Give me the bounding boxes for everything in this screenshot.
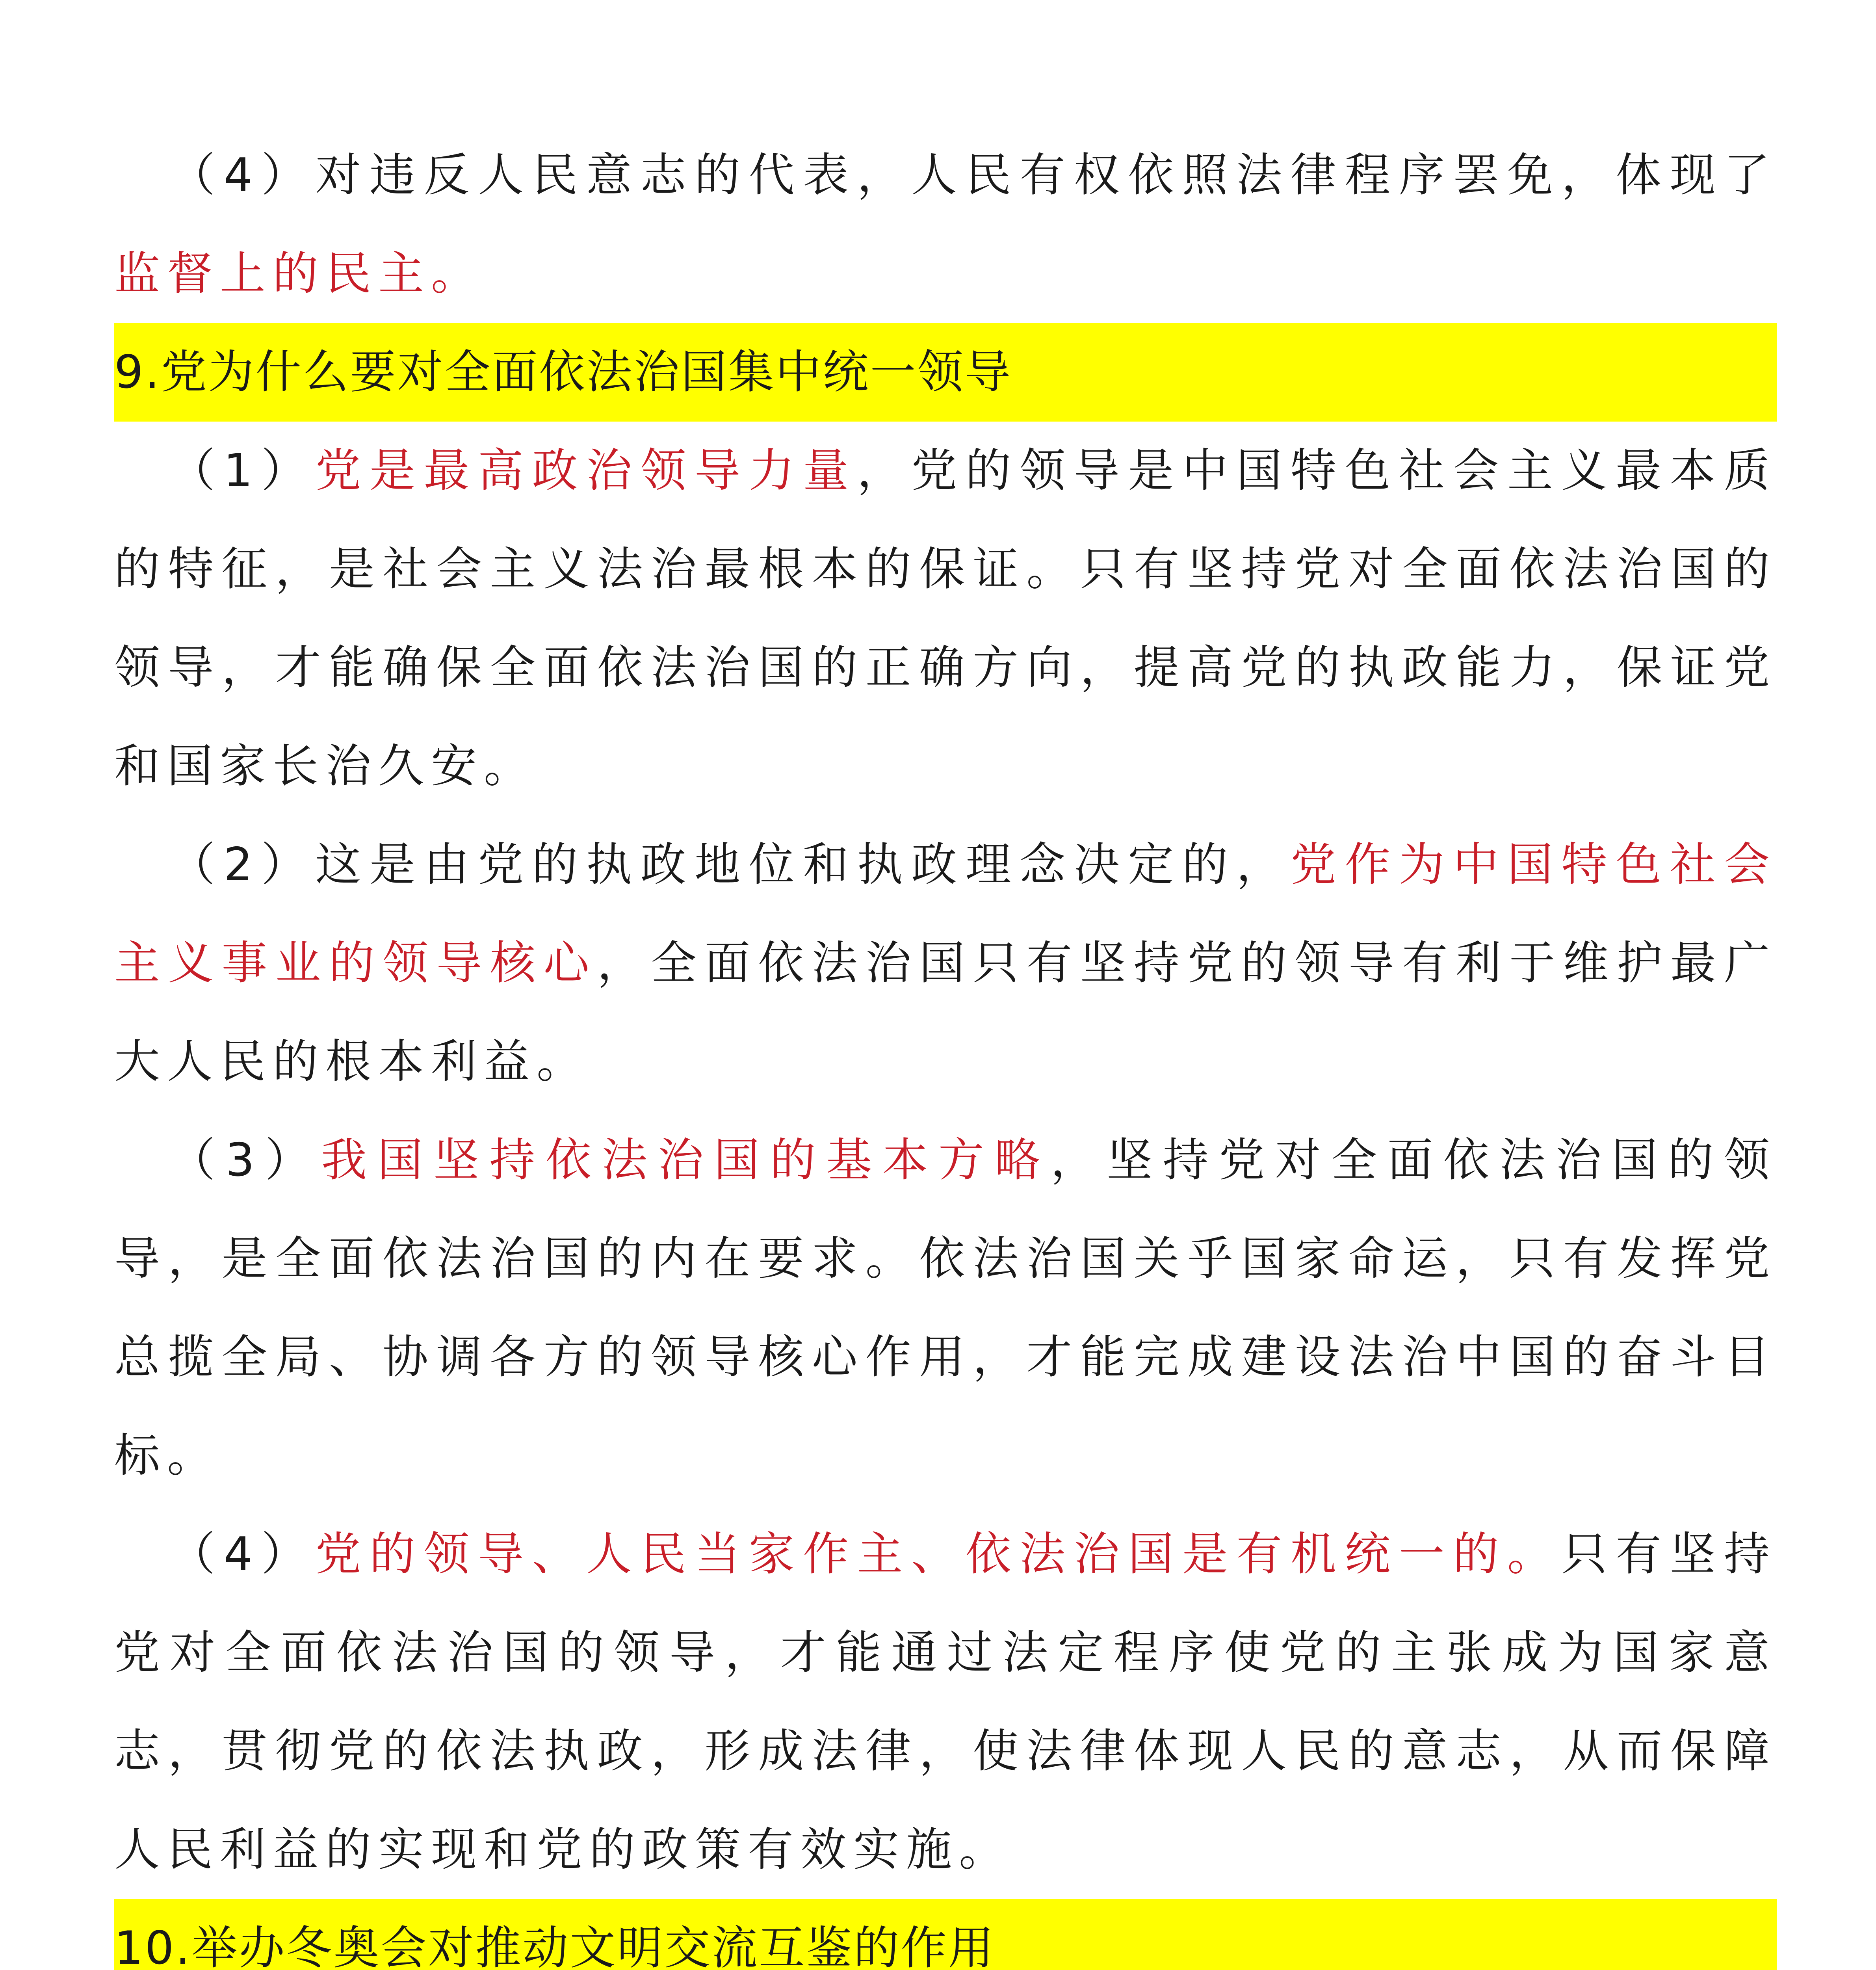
- item-pre-text: 这是由党的执政地位和执政理念决定的，: [315, 838, 1291, 891]
- item-number: （2）: [169, 838, 316, 891]
- item-text: ，党的领导是中国特色社会主义最本质的特征，是社会主义法治最根本的保证。只有坚持党对全面依法治国的领导，才能确保全面依法治国的正确方向，提高党的执政能力，保证党和国家长治久安。: [114, 444, 1777, 793]
- item-number: （1）: [169, 444, 316, 497]
- item-number: （4）: [169, 1528, 316, 1581]
- section-9-item-3: [114, 1111, 1777, 1505]
- prev-item-4-highlight: 监督上的民主。: [114, 247, 484, 300]
- prev-item-4: [114, 126, 1777, 323]
- section-10-heading: 10.举办冬奥会对推动文明交流互鉴的作用: [114, 1899, 1777, 1970]
- item-text: ，全面依法治国只有坚持党的领导有利于维护最广大人民的根本利益。: [114, 937, 1777, 1088]
- section-9-item-1: [114, 422, 1777, 816]
- item-highlight: 党作为中国特色社会主义事业的领导核心: [114, 838, 1777, 990]
- item-highlight: 我国坚持依法治国的基本方略: [321, 1134, 1051, 1187]
- item-text: 只有坚持党对全面依法治国的领导，才能通过法定程序使党的主张成为国家意志，贯彻党的依法执政，形成法律，使法律体现人民的意志，从而保障人民利益的实现和党的政策有效实施。: [114, 1528, 1777, 1876]
- section-9-heading: 9.党为什么要对全面依法治国集中统一领导: [114, 323, 1777, 422]
- section-9-item-4: [114, 1505, 1777, 1899]
- item-number: （3）: [169, 1134, 321, 1187]
- section-9-item-2: [114, 816, 1777, 1111]
- item-text: ，坚持党对全面依法治国的领导，是全面依法治国的内在要求。依法治国关乎国家命运，只有发挥党总揽全局、协调各方的领导核心作用，才能完成建设法治中国的奋斗目标。: [114, 1134, 1777, 1482]
- document-page: [114, 126, 1777, 1970]
- item-highlight: 党是最高政治领导力量: [315, 444, 857, 497]
- prev-item-4-text: （4）对违反人民意志的代表，人民有权依照法律程序罢免，体现了: [169, 149, 1777, 202]
- item-highlight: 党的领导、人民当家作主、依法治国是有机统一的。: [315, 1528, 1562, 1581]
